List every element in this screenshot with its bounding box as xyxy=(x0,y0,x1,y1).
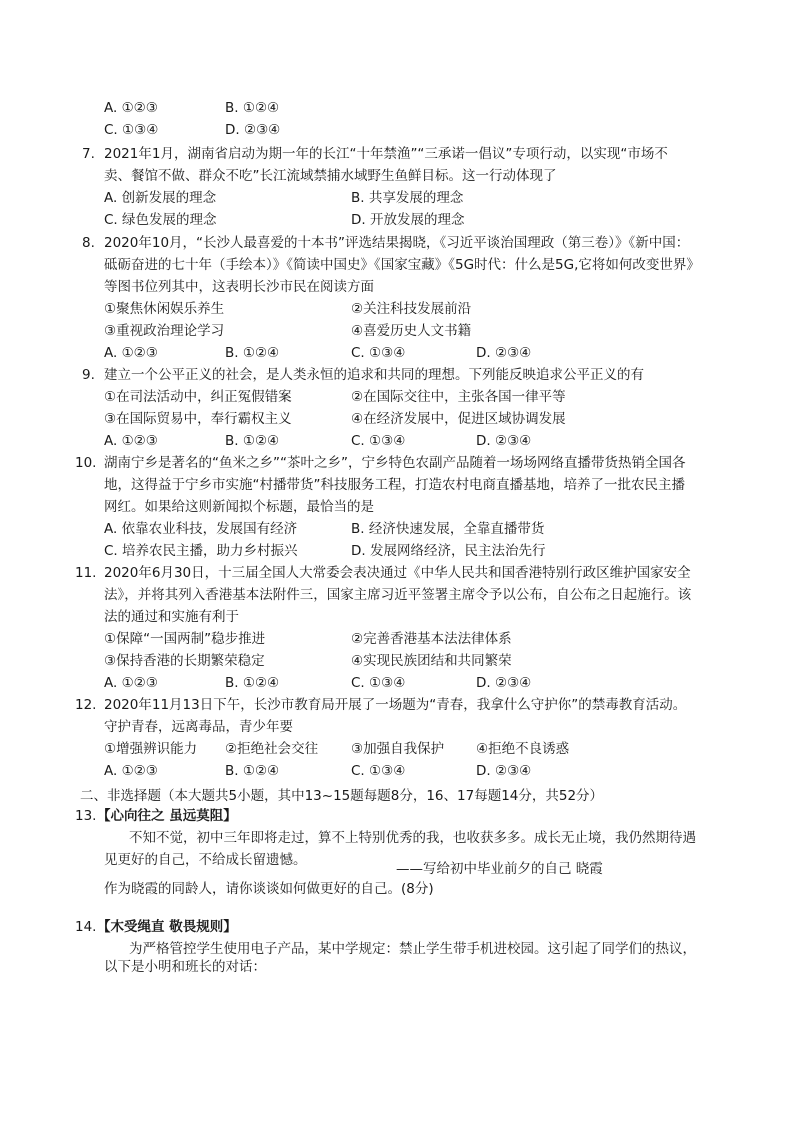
q9-item-4: ④在经济发展中，促进区域协调发展 xyxy=(351,411,566,427)
q7-stem-line1: 2021年1月，湖南省启动为期一年的长江“十年禁渔”“三承诺一倡议”专项行动，以实现“市场不 xyxy=(104,146,668,162)
q8-stem-line1: 2020年10月，“长沙人最喜爱的十本书”评选结果揭晓，《习近平谈治国理政（第三卷）》《新中国： xyxy=(104,235,690,251)
q7-number: 7. xyxy=(82,146,95,162)
q7-option-c: C. 绿色发展的理念 xyxy=(104,212,217,228)
q8-item-4: ④喜爱历史人文书籍 xyxy=(351,323,472,339)
q9-option-c: C. ①③④ xyxy=(351,433,406,449)
q9-option-a: A. ①②③ xyxy=(104,433,158,449)
q8-item-2: ②关注科技发展前沿 xyxy=(351,301,472,317)
q10-stem-line2: 地，这得益于宁乡市实施“村播带货”科技服务工程，打造农村电商直播基地，培养了一批农民主播 xyxy=(104,477,685,493)
q11-stem-line3: 法的通过和实施有利于 xyxy=(104,609,239,625)
q12-item-4: ④拒绝不良诱惑 xyxy=(476,741,570,757)
q9-stem-line1: 建立一个公平正义的社会，是人类永恒的追求和共同的理想。下列能反映追求公平正义的有 xyxy=(104,367,644,383)
q13-heading: 【心向往之 虽远莫阻】 xyxy=(97,808,237,824)
q11-number: 11. xyxy=(75,565,97,581)
q12-item-2: ②拒绝社会交往 xyxy=(225,741,319,757)
q14-paragraph-line2: 以下是小明和班长的对话： xyxy=(104,959,266,975)
q9-number: 9. xyxy=(82,367,95,383)
q13-paragraph-line1: 不知不觉，初中三年即将走过，算不上特别优秀的我，也收获多多。成长无止境，我仍然期待遇 xyxy=(129,830,696,846)
q11-item-3: ③保持香港的长期繁荣稳定 xyxy=(104,653,265,669)
q8-option-b: B. ①②④ xyxy=(225,345,280,361)
q9-item-1: ①在司法活动中，纠正冤假错案 xyxy=(104,389,292,405)
q12-option-c: C. ①③④ xyxy=(351,763,406,779)
q11-stem-line1: 2020年6月30日，十三届全国人大常委会表决通过《中华人民共和国香港特别行政区维护国家安全 xyxy=(104,565,691,581)
q6-option-d: D. ②③④ xyxy=(225,122,281,138)
q14-paragraph-line1: 为严格管控学生使用电子产品，某中学规定：禁止学生带手机进校园。这引起了同学们的热议， xyxy=(129,941,696,957)
q8-item-1: ①聚焦休闲娱乐养生 xyxy=(104,301,225,317)
q13-paragraph-line2: 见更好的自己，不给成长留遗憾。 xyxy=(104,852,307,868)
q8-number: 8. xyxy=(82,235,95,251)
q11-stem-line2: 法》，并将其列入香港基本法附件三，国家主席习近平签署主席令予以公布，自公布之日起施行。该 xyxy=(104,587,692,603)
q11-option-b: B. ①②④ xyxy=(225,675,280,691)
q11-option-d: D. ②③④ xyxy=(476,675,532,691)
q14-number: 14. xyxy=(75,919,97,935)
q12-item-1: ①增强辨识能力 xyxy=(104,741,198,757)
q12-option-a: A. ①②③ xyxy=(104,763,158,779)
q13-question: 作为晓霞的同龄人，请你谈谈如何做更好的自己。(8分) xyxy=(104,881,434,897)
q12-option-d: D. ②③④ xyxy=(476,763,532,779)
q11-option-a: A. ①②③ xyxy=(104,675,158,691)
q14-heading: 【木受绳直 敬畏规则】 xyxy=(97,919,237,935)
q10-option-c: C. 培养农民主播，助力乡村振兴 xyxy=(104,543,298,559)
q8-item-3: ③重视政治理论学习 xyxy=(104,323,225,339)
q7-option-d: D. 开放发展的理念 xyxy=(351,212,465,228)
q7-option-b: B. 共享发展的理念 xyxy=(351,190,464,206)
q12-option-b: B. ①②④ xyxy=(225,763,280,779)
q9-item-3: ③在国际贸易中，奉行霸权主义 xyxy=(104,411,292,427)
q10-stem-line3: 网红。如果给这则新闻拟个标题，最恰当的是 xyxy=(104,499,374,515)
q10-option-a: A. 依靠农业科技，发展国有经济 xyxy=(104,521,298,537)
q10-option-d: D. 发展网络经济，民主法治先行 xyxy=(351,543,546,559)
q8-stem-line3: 等图书位列其中，这表明长沙市民在阅读方面 xyxy=(104,279,374,295)
q11-item-4: ④实现民族团结和共同繁荣 xyxy=(351,653,512,669)
q11-option-c: C. ①③④ xyxy=(351,675,406,691)
q8-option-c: C. ①③④ xyxy=(351,345,406,361)
q13-signature: ——写给初中毕业前夕的自己 晓霞 xyxy=(396,861,603,877)
q10-number: 10. xyxy=(75,455,97,471)
q9-option-d: D. ②③④ xyxy=(476,433,532,449)
q12-item-3: ③加强自我保护 xyxy=(351,741,445,757)
q8-option-d: D. ②③④ xyxy=(476,345,532,361)
q12-stem-line1: 2020年11月13日下午，长沙市教育局开展了一场题为“青春，我拿什么守护你”的禁毒教育活动。 xyxy=(104,697,687,713)
q9-item-2: ②在国际交往中，主张各国一律平等 xyxy=(351,389,566,405)
section-2-title: 二、非选择题（本大题共5小题，其中13~15题每题8分，16、17每题14分，共52分） xyxy=(80,788,604,804)
q7-stem-line2: 卖、餐馆不做、群众不吃”长江流域禁捕水域野生鱼鲜目标。这一行动体现了 xyxy=(104,168,557,184)
q12-stem-line2: 守护青春，远离毒品，青少年要 xyxy=(104,719,293,735)
q6-option-b: B. ①②④ xyxy=(225,100,280,116)
q9-option-b: B. ①②④ xyxy=(225,433,280,449)
q7-option-a: A. 创新发展的理念 xyxy=(104,190,217,206)
q13-number: 13. xyxy=(75,808,97,824)
q11-item-1: ①保障“一国两制”稳步推进 xyxy=(104,631,266,647)
q10-stem-line1: 湖南宁乡是著名的“鱼米之乡”“茶叶之乡”，宁乡特色农副产品随着一场场网络直播带货热销全国各 xyxy=(104,455,686,471)
q12-number: 12. xyxy=(75,697,97,713)
q11-item-2: ②完善香港基本法法律体系 xyxy=(351,631,512,647)
q8-stem-line2: 砥砺奋进的七十年（手绘本）》《简读中国史》《国家宝藏》《5G时代：什么是5G,它将如何改变世界》 xyxy=(104,257,700,273)
q6-option-c: C. ①③④ xyxy=(104,122,159,138)
q8-option-a: A. ①②③ xyxy=(104,345,158,361)
q10-option-b: B. 经济快速发展，全靠直播带货 xyxy=(351,521,545,537)
q6-option-a: A. ①②③ xyxy=(104,100,158,116)
